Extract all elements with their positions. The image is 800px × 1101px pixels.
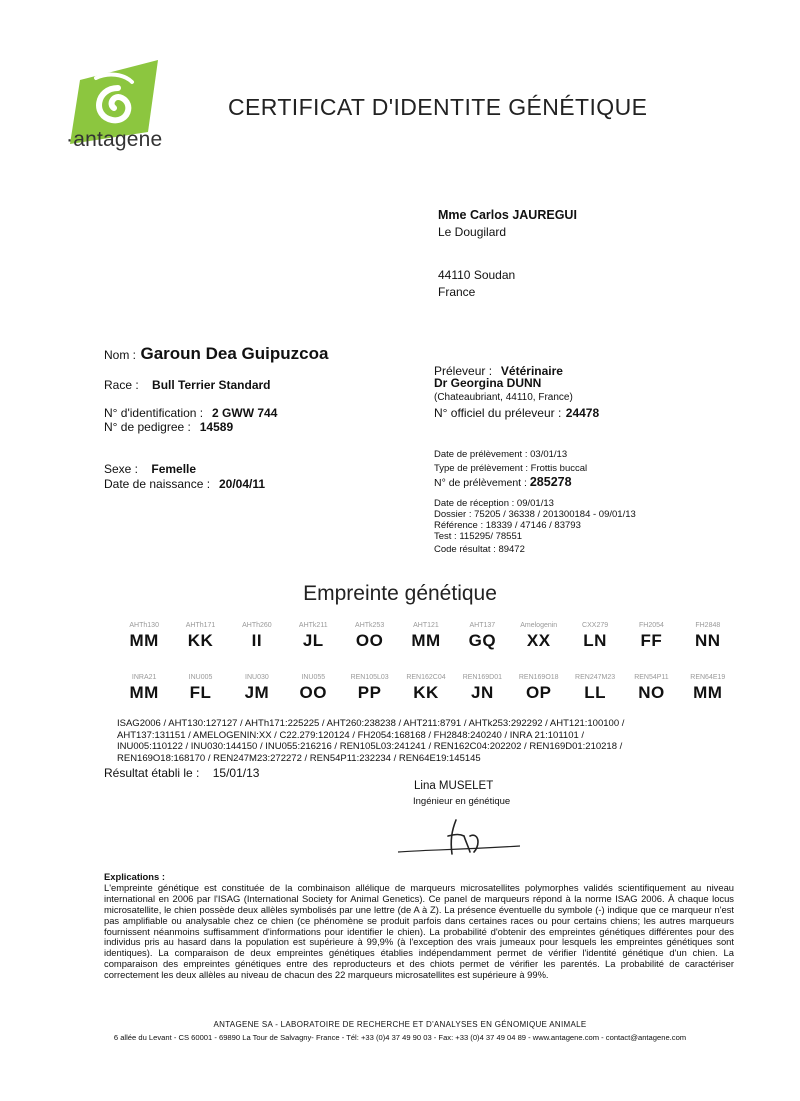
sample-type-row xyxy=(434,463,587,475)
marker-name: AHTh171 xyxy=(185,622,216,629)
sample-number-row xyxy=(434,475,572,489)
sample-dossier-row xyxy=(434,509,636,521)
marker-name: INU005 xyxy=(188,674,213,681)
marker-name: REN169D01 xyxy=(462,674,502,681)
dog-birth-row xyxy=(104,475,265,493)
marker-cell xyxy=(398,620,454,651)
marker-cell xyxy=(511,672,567,703)
sample-number-label: N° de prélèvement : xyxy=(434,477,527,489)
marker-name: AHT137 xyxy=(469,622,496,629)
marker-alleles: MM xyxy=(411,631,441,650)
owner-line2: 44110 Soudan xyxy=(438,268,516,282)
isag-codes xyxy=(117,718,717,764)
marker-alleles: FL xyxy=(189,683,212,702)
marker-name: INRA21 xyxy=(131,674,157,681)
sample-test-label: Test : xyxy=(434,531,457,542)
marker-name: AHT121 xyxy=(413,622,439,629)
explanation-title: Explications : xyxy=(104,871,165,882)
owner-line3: France xyxy=(438,285,476,299)
marker-name: AHTh130 xyxy=(129,622,159,629)
sex-value: Femelle xyxy=(151,462,197,476)
marker-alleles: MM xyxy=(693,683,723,702)
pedigree-value: 14589 xyxy=(199,420,234,434)
explanation-block xyxy=(104,872,734,981)
owner-address xyxy=(438,207,577,301)
marker-cell xyxy=(398,672,454,703)
marker-cell xyxy=(116,620,172,651)
marker-cell xyxy=(229,620,285,651)
brand-logo-text: ·antagene xyxy=(66,128,163,151)
result-label: Résultat établi le : xyxy=(104,766,200,780)
marker-row-1 xyxy=(116,620,736,651)
marker-alleles: PP xyxy=(357,683,382,702)
signature-icon xyxy=(394,806,524,862)
marker-alleles: GQ xyxy=(468,631,497,650)
race-label: Race : xyxy=(104,378,139,392)
sample-test-value: 115295/ 78551 xyxy=(459,531,523,542)
marker-cell xyxy=(116,672,172,703)
marker-cell xyxy=(680,620,736,651)
marker-name: INU055 xyxy=(301,674,326,681)
sample-test-row xyxy=(434,531,522,543)
marker-name: REN64E19 xyxy=(690,674,726,681)
result-row xyxy=(104,766,259,780)
isag-line: ISAG2006 / AHT130:127127 / AHTh171:225225 / AHT260:238238 / AHT211:8791 / AHTk253:292292 / AHT121:100100 / xyxy=(117,718,625,729)
explanation-text: L'empreinte génétique est constituée de la combinaison allélique de marqueurs microsatellites polymorphes validés scientifiquement au niveau international en 2006 par l'ISAG (International Society for Animal Genetics). Ce panel de marqueurs répond à la norme ISAG 2006. À chaque locus microsatellite, le chien possède deux allèles symbolisés par une lettre (de A à Z). La présence éventuelle du symbole (-) indique que ce marqueur n'est pas amplifiable ou analysable chez ce chien (ce phénomène se produit parfois dans certaines races ou pour certains chiens; les autres marqueurs fournissent néanmoins suffisamment d'informations pour identifier le chien). La probabilité d'obtenir des empreintes génétiques différentes pour des individus pris au hasard dans la population est supérieure à 99,9% (à l'exception des vrais jumeaux pour lesquels les empreintes génétiques sont identiques). La comparaison de deux empreintes génétiques établies indépendamment permet de vérifier l'identité génétique d'un chien. La comparaison des empreintes génétiques entre des reproducteurs et des chiots permet de vérifier les parentés. La probabilité de caractériser correctement les deux allèles au niveau de chacun des 22 marqueurs microsatellites est supérieure à 99%. xyxy=(104,881,734,981)
result-date: 15/01/13 xyxy=(212,766,260,780)
footer-company: ANTAGENE SA - LABORATOIRE DE RECHERCHE ET D'ANALYSES EN GÉNOMIQUE ANIMALE xyxy=(213,1020,587,1029)
race-value: Bull Terrier Standard xyxy=(152,378,271,392)
dog-name-label: Nom : xyxy=(104,348,137,362)
sampler-official-row xyxy=(434,404,599,422)
owner-name: Mme Carlos JAUREGUI xyxy=(438,208,577,222)
marker-cell xyxy=(567,620,623,651)
marker-cell xyxy=(341,620,397,651)
owner-line1: Le Dougilard xyxy=(438,225,507,239)
dog-pedigree-row xyxy=(104,418,233,436)
sample-type-value: Frottis buccal xyxy=(530,463,588,474)
marker-alleles: MM xyxy=(129,631,159,650)
sample-reference-row xyxy=(434,520,581,532)
isag-line: INU005:110122 / INU030:144150 / INU055:216216 / REN105L03:241241 / REN162C04:202202 / REN169D01:210218 / xyxy=(117,741,623,752)
marker-name: FH2054 xyxy=(638,622,664,629)
marker-cell xyxy=(454,620,510,651)
isag-line: REN169O18:168170 / REN247M23:272272 / REN54P11:232234 / REN64E19:145145 xyxy=(117,752,481,764)
marker-name: REN247M23 xyxy=(575,674,616,681)
marker-alleles: MM xyxy=(129,683,159,702)
certificate-title: CERTIFICAT D'IDENTITE GÉNÉTIQUE xyxy=(228,94,648,120)
marker-cell xyxy=(285,672,341,703)
marker-alleles: JM xyxy=(244,683,270,702)
fingerprint-heading: Empreinte génétique xyxy=(303,582,497,605)
sample-reference-value: 18339 / 47146 / 83793 xyxy=(485,520,581,531)
sample-dossier-label: Dossier : xyxy=(434,509,472,520)
marker-alleles: NO xyxy=(638,683,665,702)
marker-cell xyxy=(172,672,228,703)
marker-name: REN169O18 xyxy=(518,674,559,681)
marker-name: AHTh260 xyxy=(242,622,272,629)
marker-cell xyxy=(172,620,228,651)
sampler-official-label: N° officiel du préleveur : xyxy=(434,406,562,420)
marker-alleles: XX xyxy=(526,631,551,650)
sample-date-value: 03/01/13 xyxy=(530,449,568,460)
sample-number-value: 285278 xyxy=(529,475,572,489)
marker-cell xyxy=(623,620,679,651)
marker-cell xyxy=(229,672,285,703)
marker-name: AHTk211 xyxy=(298,622,328,629)
marker-name: INU030 xyxy=(245,674,269,681)
sample-reception-label: Date de réception : xyxy=(434,498,515,509)
sampler-official-value: 24478 xyxy=(565,406,600,420)
sampler-value: Vétérinaire xyxy=(500,364,563,378)
marker-cell xyxy=(623,672,679,703)
marker-name: REN105L03 xyxy=(350,674,389,681)
signer-name: Lina MUSELET xyxy=(414,780,494,792)
marker-row-2 xyxy=(116,672,736,703)
sex-label: Sexe : xyxy=(104,462,139,476)
marker-alleles: NN xyxy=(695,631,721,650)
sample-code-row xyxy=(434,544,525,556)
marker-name: AHTk253 xyxy=(355,622,385,629)
marker-alleles: KK xyxy=(187,631,214,650)
marker-alleles: OO xyxy=(355,631,384,650)
sample-type-label: Type de prélèvement : xyxy=(434,463,528,474)
marker-alleles: LL xyxy=(584,683,606,702)
marker-alleles: KK xyxy=(413,683,439,702)
marker-name: REN54P11 xyxy=(634,674,669,681)
marker-name: FH2848 xyxy=(695,622,721,629)
sample-code-value: 89472 xyxy=(498,544,525,555)
dog-name: Garoun Dea Guipuzcoa xyxy=(140,344,329,363)
marker-alleles: JL xyxy=(302,631,324,650)
dog-name-row xyxy=(104,344,328,364)
id-value: 2 GWW 744 xyxy=(212,406,278,420)
marker-cell xyxy=(680,672,736,703)
marker-alleles: LN xyxy=(583,631,607,650)
marker-cell xyxy=(511,620,567,651)
marker-alleles: JN xyxy=(470,683,494,702)
birth-value: 20/04/11 xyxy=(218,477,266,491)
birth-label: Date de naissance : xyxy=(104,477,211,491)
sample-reception-row xyxy=(434,498,554,510)
sampler-place: (Chateaubriant, 44110, France) xyxy=(434,392,573,403)
marker-name: CXX279 xyxy=(582,622,609,629)
sample-reference-label: Référence : xyxy=(434,520,484,531)
marker-cell xyxy=(567,672,623,703)
sampler-label: Préleveur : xyxy=(434,364,493,378)
marker-alleles: II xyxy=(251,631,263,650)
marker-cell xyxy=(285,620,341,651)
marker-alleles: OO xyxy=(299,683,327,702)
marker-name: Amelogenin xyxy=(520,622,558,629)
sample-reception-value: 09/01/13 xyxy=(516,498,554,509)
marker-cell xyxy=(454,672,510,703)
marker-alleles: FF xyxy=(640,631,663,650)
dog-race-row xyxy=(104,376,271,394)
sample-code-label: Code résultat : xyxy=(434,544,496,555)
id-label: N° d'identification : xyxy=(104,406,204,420)
sample-date-label: Date de prélèvement : xyxy=(434,449,528,460)
sampler-doctor: Dr Georgina DUNN xyxy=(434,376,542,390)
footer-address: 6 allée du Levant - CS 60001 - 69890 La Tour de Salvagny- France - Tél: +33 (0)4 37 49 90 03 - Fax: +33 (0)4 37 49 04 89 - www.antagene.com - contact@antagene.com xyxy=(113,1033,687,1042)
signer-title: Ingénieur en génétique xyxy=(413,796,511,807)
pedigree-label: N° de pedigree : xyxy=(104,420,191,434)
marker-name: REN162C04 xyxy=(406,674,446,681)
sample-date-row xyxy=(434,449,567,461)
marker-alleles: OP xyxy=(525,683,552,702)
isag-line: AHT137:131151 / AMELOGENIN:XX / C22.279:120124 / FH2054:168168 / FH2848:240240 / INRA 21:101101 / xyxy=(117,729,585,741)
sample-dossier-value: 75205 / 36338 / 201300184 - 09/01/13 xyxy=(474,509,636,520)
marker-cell xyxy=(341,672,397,703)
